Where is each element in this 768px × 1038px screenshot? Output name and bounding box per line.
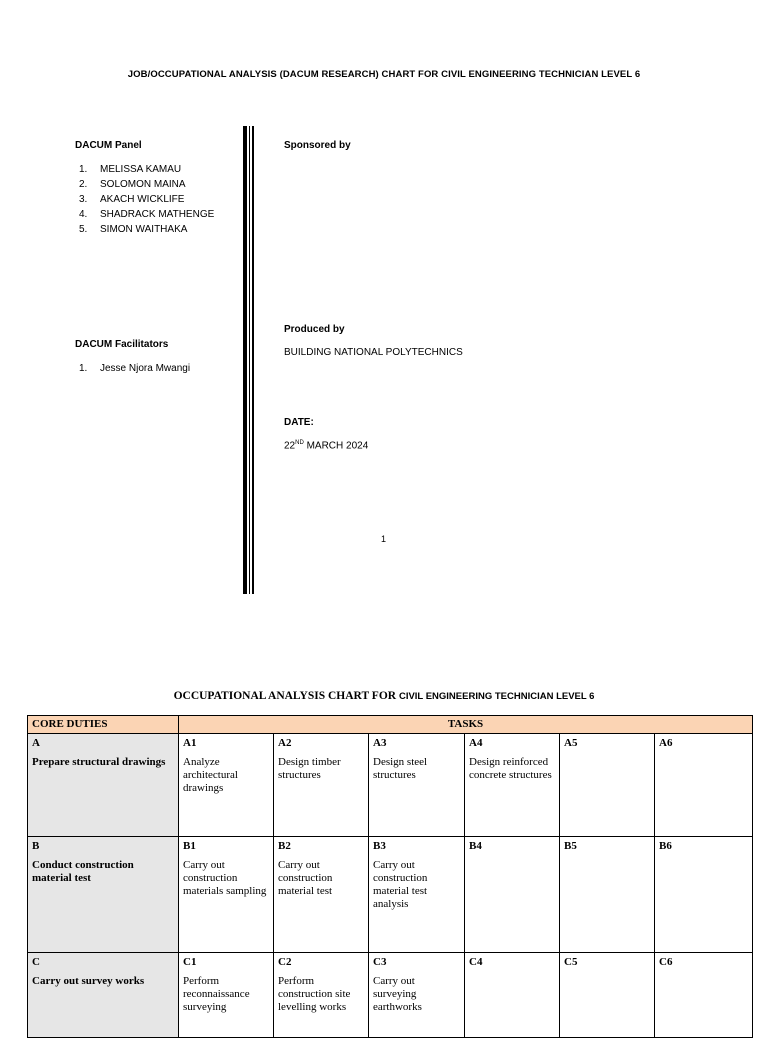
task-cell: B5 bbox=[560, 837, 655, 953]
divider-medium bbox=[252, 126, 254, 594]
task-cell: C4 bbox=[465, 953, 560, 1038]
task-cell: C6 bbox=[655, 953, 753, 1038]
task-cell: C3 Carry out surveying earthworks bbox=[369, 953, 465, 1038]
sponsored-by-heading: Sponsored by bbox=[284, 140, 351, 151]
document-title: JOB/OCCUPATIONAL ANALYSIS (DACUM RESEARCH) CHART FOR CIVIL ENGINEERING TECHNICIAN LEVEL 6 bbox=[127, 69, 641, 80]
divider-thin bbox=[249, 126, 250, 594]
duty-cell: A Prepare structural drawings bbox=[28, 734, 179, 837]
task-cell: A3 Design steel structures bbox=[369, 734, 465, 837]
task-cell: C1 Perform reconnaissance surveying bbox=[179, 953, 274, 1038]
task-cell: A1 Analyze architectural drawings bbox=[179, 734, 274, 837]
facilitators-list bbox=[79, 361, 190, 376]
date-heading: DATE: bbox=[284, 417, 314, 428]
task-cell: A5 bbox=[560, 734, 655, 837]
chart-title: OCCUPATIONAL ANALYSIS CHART FOR CIVIL ENGINEERING TECHNICIAN LEVEL 6 bbox=[173, 690, 595, 702]
task-cell: C5 bbox=[560, 953, 655, 1038]
produced-by-heading: Produced by bbox=[284, 324, 345, 335]
table-row bbox=[28, 953, 753, 1038]
task-cell: A6 bbox=[655, 734, 753, 837]
task-cell: B1 Carry out construction materials sampling bbox=[179, 837, 274, 953]
task-cell: B3 Carry out construction material test analysis bbox=[369, 837, 465, 953]
facilitator: 1. Jesse Njora Mwangi bbox=[79, 363, 191, 374]
page-number: 1 bbox=[381, 534, 387, 544]
task-cell: A4 Design reinforced concrete structures bbox=[465, 734, 560, 837]
dacum-facilitators-heading: DACUM Facilitators bbox=[75, 339, 169, 350]
task-cell: B6 bbox=[655, 837, 753, 953]
panel-member: 2. SOLOMON MAINA bbox=[79, 179, 186, 190]
producer-name: BUILDING NATIONAL POLYTECHNICS bbox=[284, 347, 463, 358]
table-row bbox=[28, 837, 753, 953]
tasks-header: TASKS bbox=[179, 716, 753, 734]
dacum-panel-heading: DACUM Panel bbox=[75, 140, 142, 151]
panel-member: 1. MELISSA KAMAU bbox=[79, 164, 182, 175]
task-cell: C2 Perform construction site levelling works bbox=[274, 953, 369, 1038]
table-row bbox=[28, 734, 753, 837]
date-value: 22ND MARCH 2024 bbox=[284, 440, 369, 452]
divider-thick bbox=[243, 126, 247, 594]
dacum-panel-list bbox=[79, 162, 214, 237]
task-cell: A2 Design timber structures bbox=[274, 734, 369, 837]
panel-member: 4. SHADRACK MATHENGE bbox=[79, 209, 215, 220]
duty-cell: C Carry out survey works bbox=[28, 953, 179, 1038]
task-cell: B4 bbox=[465, 837, 560, 953]
duty-cell: B Conduct construction material test bbox=[28, 837, 179, 953]
core-duties-header: CORE DUTIES bbox=[28, 716, 179, 734]
task-cell: B2 Carry out construction material test bbox=[274, 837, 369, 953]
occupational-analysis-table bbox=[27, 715, 753, 1038]
panel-member: 5. SIMON WAITHAKA bbox=[79, 224, 188, 235]
panel-member: 3. AKACH WICKLIFE bbox=[79, 194, 185, 205]
